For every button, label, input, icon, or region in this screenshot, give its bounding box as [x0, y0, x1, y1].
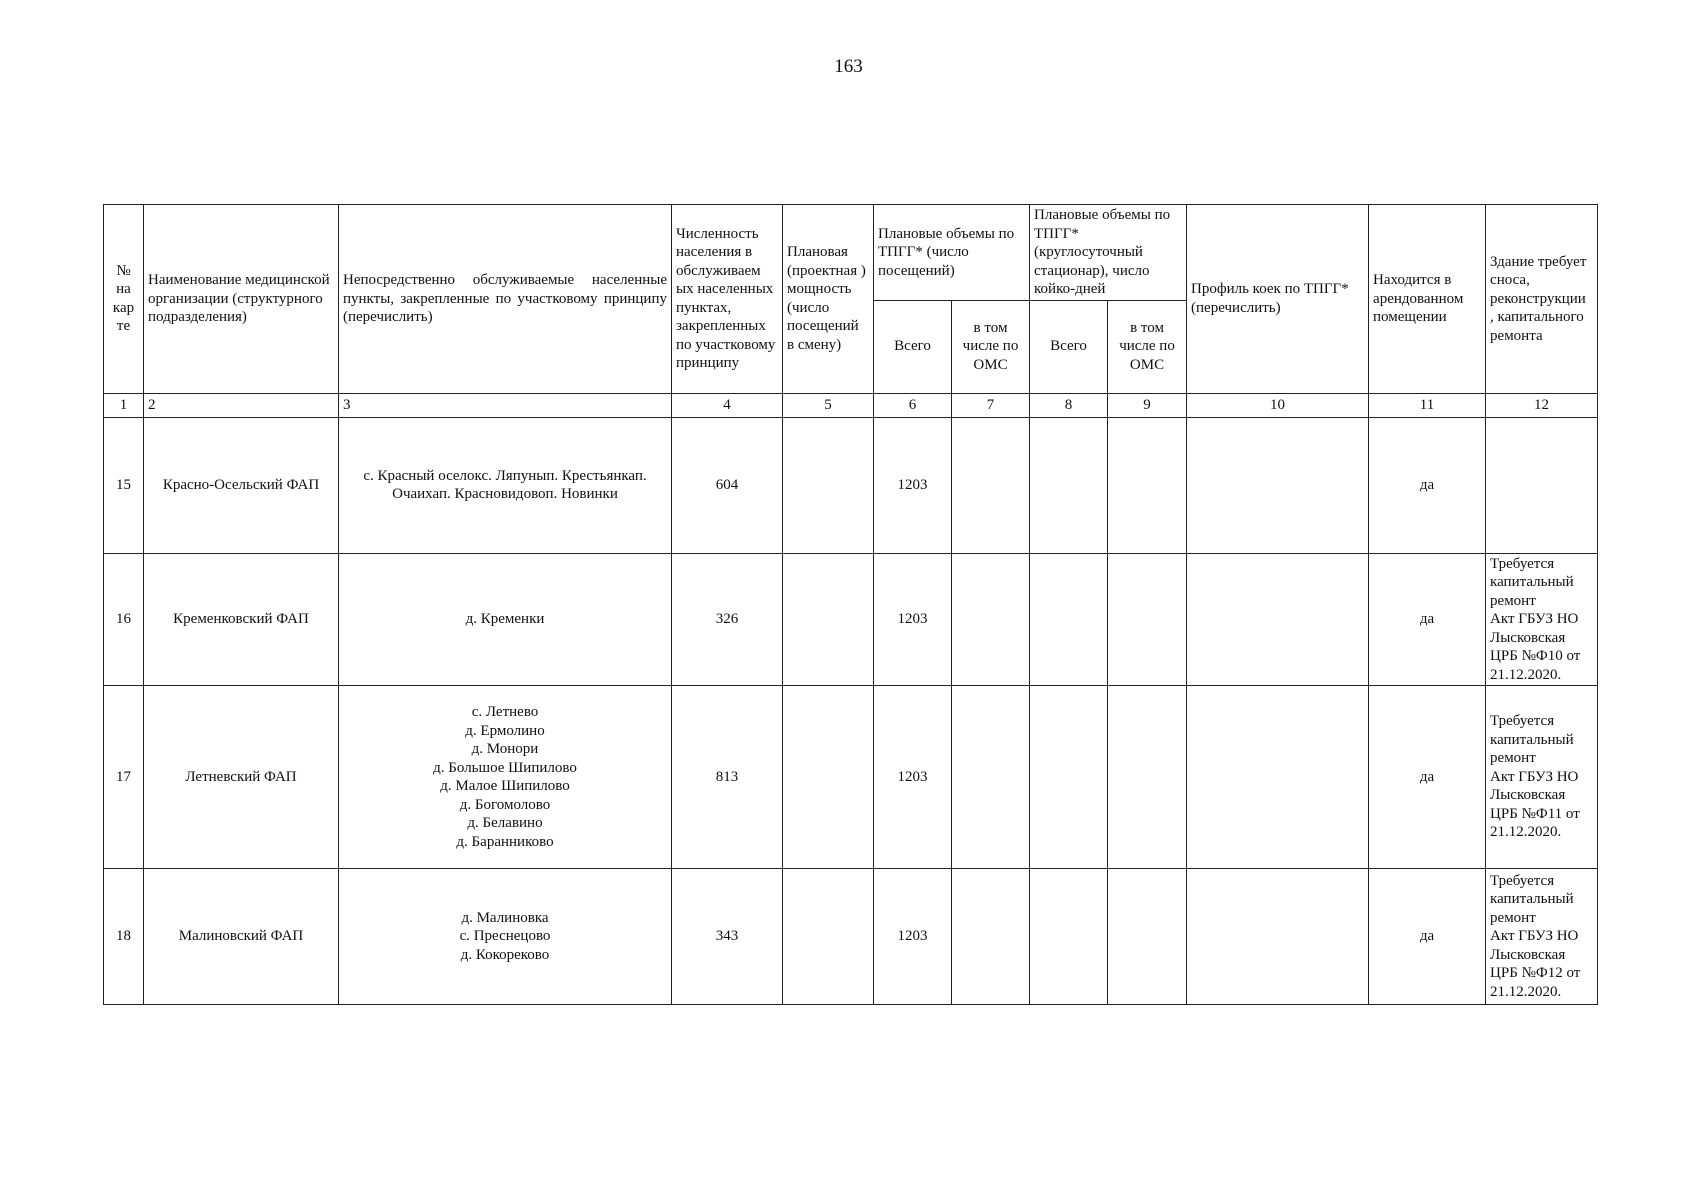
- beds-oms: [1108, 686, 1187, 869]
- rented-status: да: [1369, 686, 1486, 869]
- beds-total: [1030, 417, 1108, 553]
- beds-oms: [1108, 417, 1187, 553]
- page-number: 163: [834, 56, 863, 77]
- column-number: 6: [874, 393, 952, 417]
- beds-total: [1030, 686, 1108, 869]
- visits-total: 1203: [874, 417, 952, 553]
- header-col-10: Профиль коек по ТПГГ* (перечислить): [1187, 205, 1369, 394]
- header-col-3: Непосредственно обслуживаемые населенные пункты, закрепленные по участковому принципу (перечислить): [339, 205, 672, 394]
- capacity: [783, 553, 874, 686]
- header-col-1: № на кар те: [104, 205, 144, 394]
- facility-name: Летневский ФАП: [144, 686, 339, 869]
- population: 343: [672, 869, 783, 1005]
- column-number: 5: [783, 393, 874, 417]
- column-numbers-row: [104, 393, 1598, 417]
- capacity: [783, 417, 874, 553]
- beds-total: [1030, 553, 1108, 686]
- column-number: 10: [1187, 393, 1369, 417]
- beds-oms: [1108, 553, 1187, 686]
- building-status: Требуется капитальный ремонт Акт ГБУЗ НО Лысковская ЦРБ №Ф10 от 21.12.2020.: [1486, 553, 1598, 686]
- header-col-11: Находится в арендованном помещении: [1369, 205, 1486, 394]
- column-number: 8: [1030, 393, 1108, 417]
- settlements: д. Малиновка с. Преснецово д. Кокореково: [339, 869, 672, 1005]
- beds-total: [1030, 869, 1108, 1005]
- visits-oms: [952, 686, 1030, 869]
- visits-oms: [952, 417, 1030, 553]
- header-col-8: Всего: [1030, 300, 1108, 393]
- table-row: [104, 417, 1598, 553]
- rented-status: да: [1369, 553, 1486, 686]
- header-col-12: Здание требует сноса, реконструкции , капитального ремонта: [1486, 205, 1598, 394]
- row-number: 18: [104, 869, 144, 1005]
- facility-name: Кременковский ФАП: [144, 553, 339, 686]
- population: 326: [672, 553, 783, 686]
- header-col-6: Всего: [874, 300, 952, 393]
- bed-profile: [1187, 553, 1369, 686]
- population: 604: [672, 417, 783, 553]
- header-col-2: Наименование медицинской организации (структурного подразделения): [144, 205, 339, 394]
- medical-facilities-table: [103, 204, 1598, 1005]
- visits-oms: [952, 869, 1030, 1005]
- header-col-7: в том числе по ОМС: [952, 300, 1030, 393]
- row-number: 15: [104, 417, 144, 553]
- bed-profile: [1187, 417, 1369, 553]
- row-number: 16: [104, 553, 144, 686]
- column-number: 2: [144, 393, 339, 417]
- table-row: [104, 869, 1598, 1005]
- visits-total: 1203: [874, 686, 952, 869]
- capacity: [783, 686, 874, 869]
- settlements: с. Летнево д. Ермолино д. Монори д. Большое Шипилово д. Малое Шипилово д. Богомолово д. Белавино д. Баранниково: [339, 686, 672, 869]
- settlements: с. Красный оселокс. Ляпунып. Крестьянкап. Очаихап. Красновидовоп. Новинки: [339, 417, 672, 553]
- header-col-5: Плановая (проектная ) мощность (число посещений в смену): [783, 205, 874, 394]
- facility-name: Малиновский ФАП: [144, 869, 339, 1005]
- column-number: 12: [1486, 393, 1598, 417]
- rented-status: да: [1369, 869, 1486, 1005]
- row-number: 17: [104, 686, 144, 869]
- visits-total: 1203: [874, 553, 952, 686]
- building-status: [1486, 417, 1598, 553]
- column-number: 11: [1369, 393, 1486, 417]
- header-group-beds: Плановые объемы по ТПГГ* (круглосуточный стационар), число койко-дней: [1030, 205, 1187, 301]
- building-status: Требуется капитальный ремонт Акт ГБУЗ НО Лысковская ЦРБ №Ф12 от 21.12.2020.: [1486, 869, 1598, 1005]
- building-status: Требуется капитальный ремонт Акт ГБУЗ НО Лысковская ЦРБ №Ф11 от 21.12.2020.: [1486, 686, 1598, 869]
- bed-profile: [1187, 869, 1369, 1005]
- header-group-visits: Плановые объемы по ТПГГ* (число посещений): [874, 205, 1030, 301]
- header-col-4: Численность населения в обслуживаем ых населенных пунктах, закрепленных по участковому принципу: [672, 205, 783, 394]
- column-number: 3: [339, 393, 672, 417]
- column-number: 4: [672, 393, 783, 417]
- beds-oms: [1108, 869, 1187, 1005]
- table-row: [104, 553, 1598, 686]
- settlements: д. Кременки: [339, 553, 672, 686]
- table-row: [104, 686, 1598, 869]
- header-row-top: [104, 205, 1598, 301]
- capacity: [783, 869, 874, 1005]
- visits-total: 1203: [874, 869, 952, 1005]
- visits-oms: [952, 553, 1030, 686]
- column-number: 9: [1108, 393, 1187, 417]
- column-number: 7: [952, 393, 1030, 417]
- rented-status: да: [1369, 417, 1486, 553]
- bed-profile: [1187, 686, 1369, 869]
- facility-name: Красно-Осельский ФАП: [144, 417, 339, 553]
- population: 813: [672, 686, 783, 869]
- column-number: 1: [104, 393, 144, 417]
- header-col-9: в том числе по ОМС: [1108, 300, 1187, 393]
